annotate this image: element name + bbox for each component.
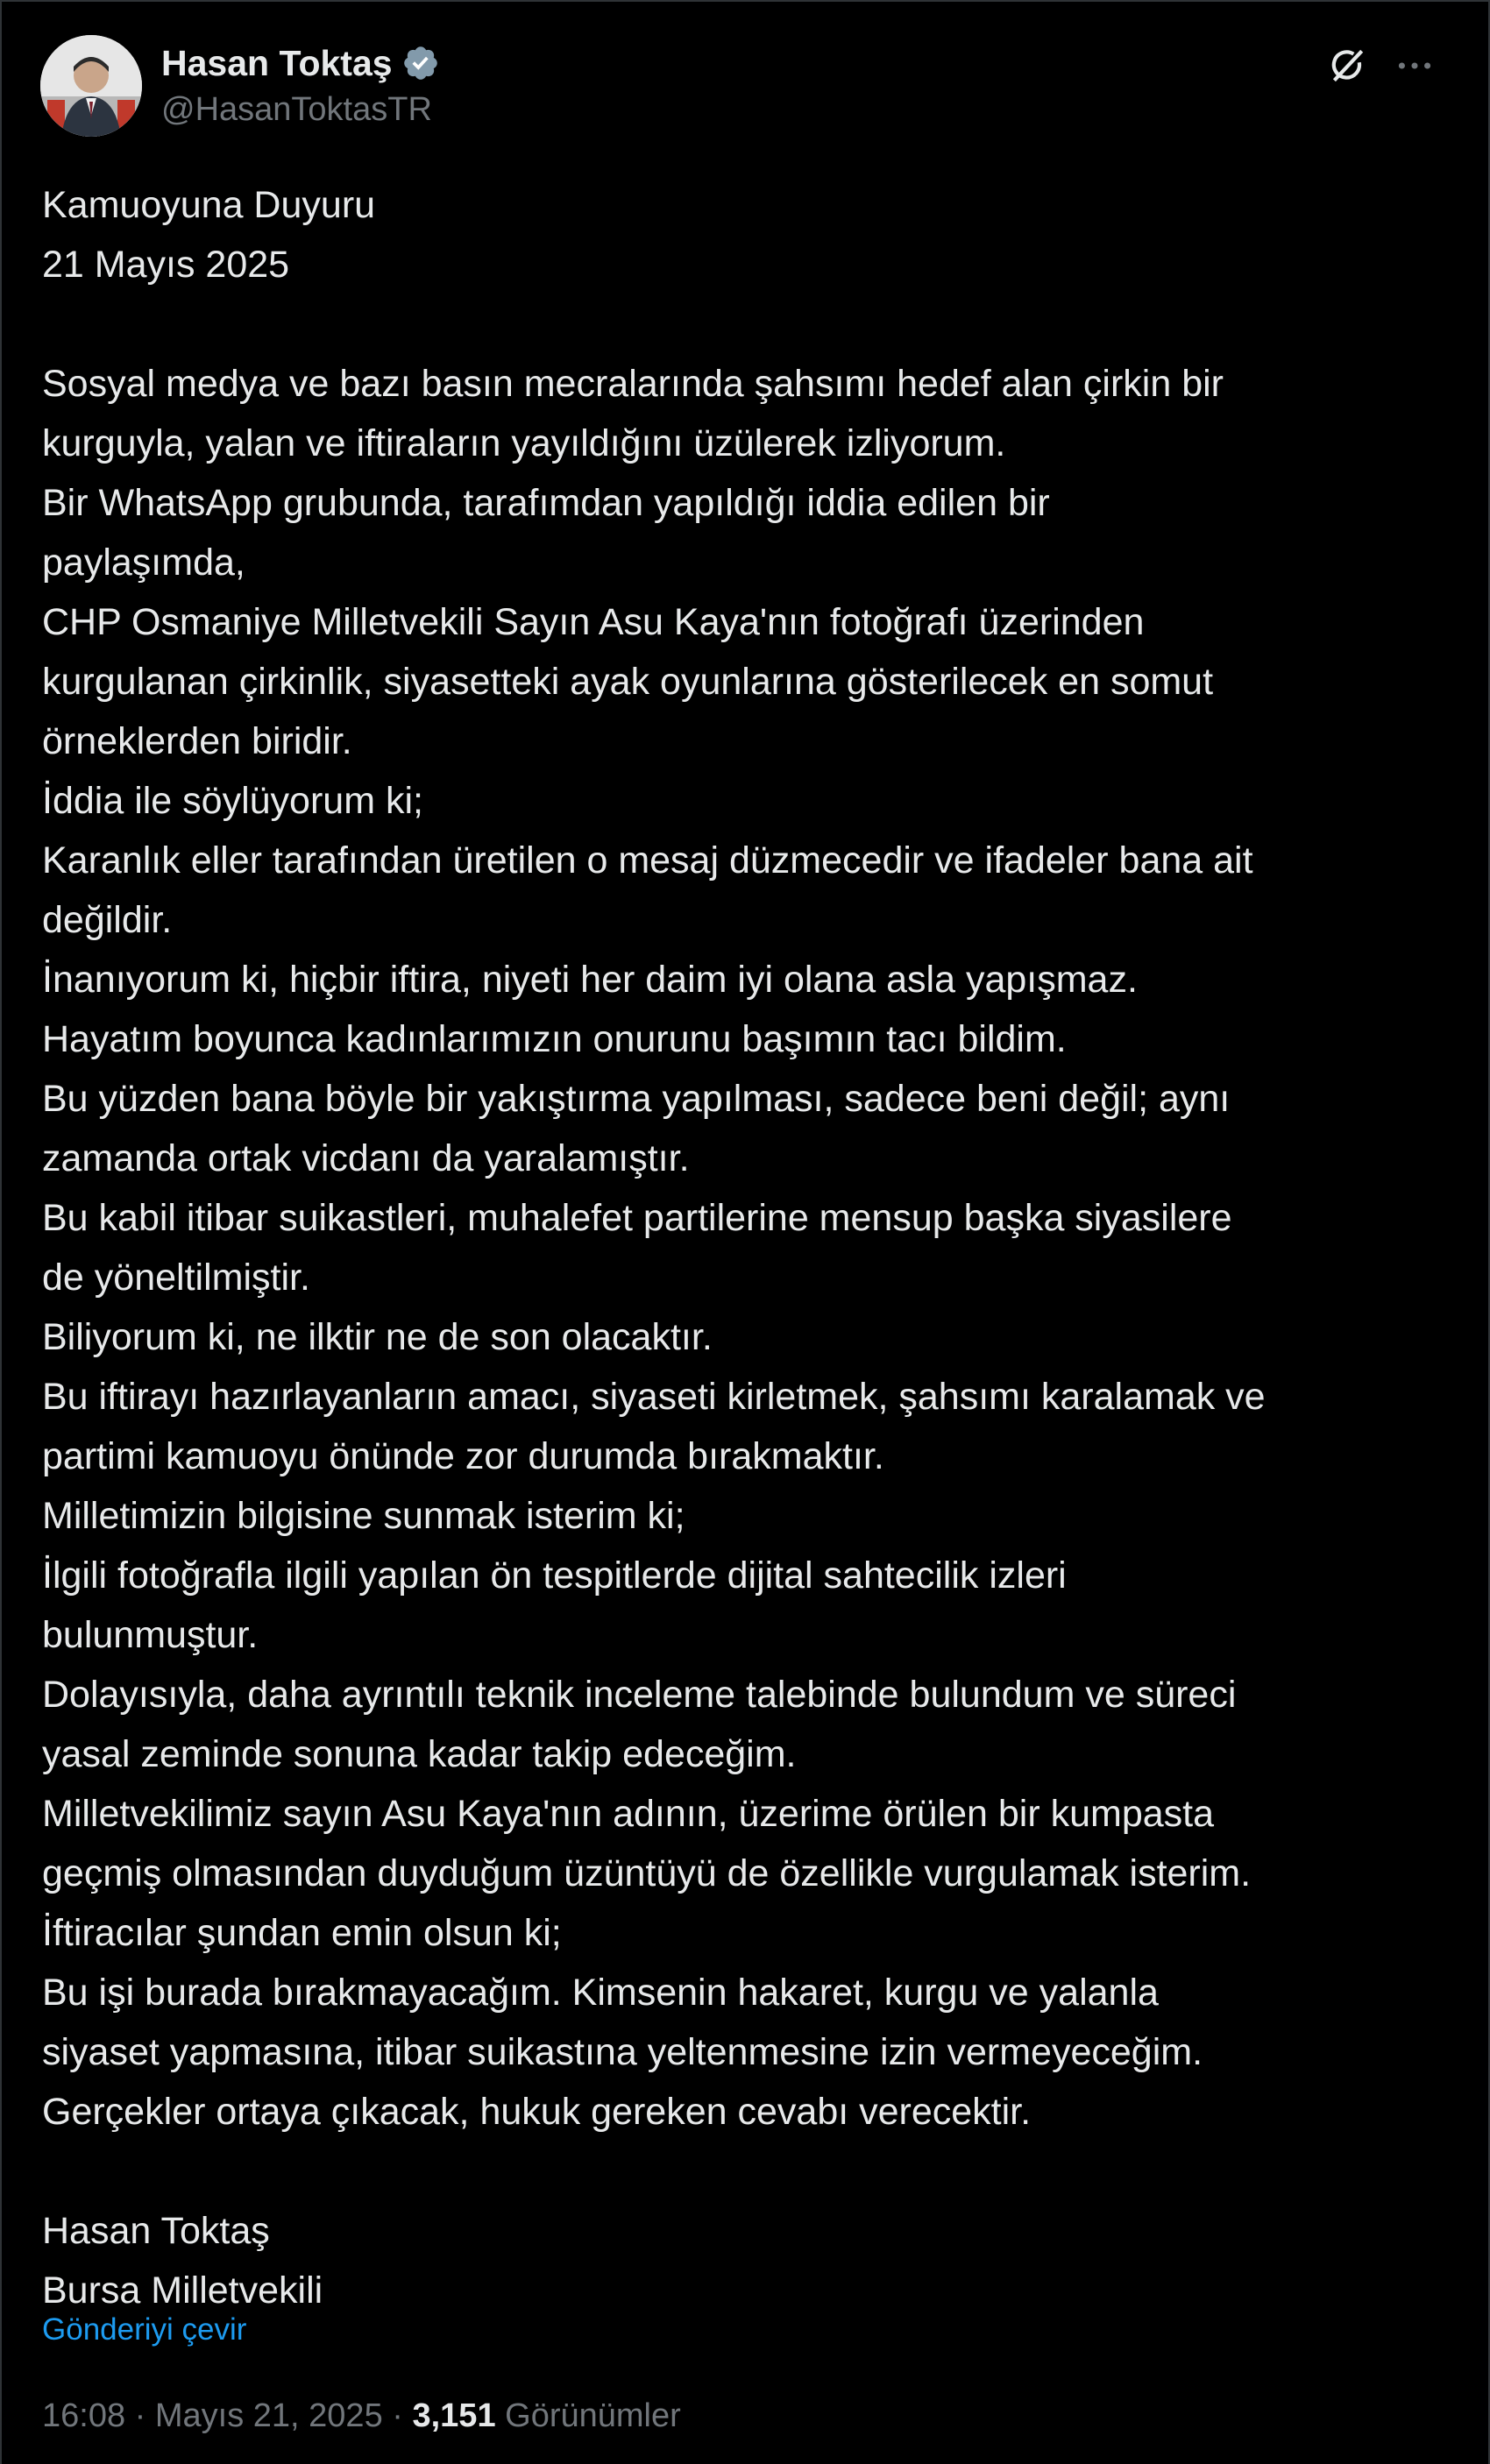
post-blank-line xyxy=(42,294,1462,354)
post-line: kurgulanan çirkinlik, siyasetteki ayak oyunlarına gösterilecek en somut xyxy=(42,661,1214,703)
post-line: İddia ile söylüyorum ki; xyxy=(42,780,423,822)
post-line: Gerçekler ortaya çıkacak, hukuk gereken cevabı verecektir. xyxy=(42,2091,1032,2133)
more-horizontal-icon[interactable] xyxy=(1392,44,1437,88)
post-line: Bir WhatsApp grubunda, tarafımdan yapıldığı iddia edilen bir xyxy=(42,482,1050,524)
post-line: İftiracılar şundan emin olsun ki; xyxy=(42,1912,562,1954)
post-line: paylaşımda, xyxy=(42,542,245,584)
post-line: Milletimizin bilgisine sunmak isterim ki; xyxy=(42,1495,685,1537)
post-time[interactable]: 16:08 xyxy=(42,2397,126,2434)
avatar-photo xyxy=(40,35,142,137)
post-meta xyxy=(42,2397,681,2435)
post-line: örneklerden biridir. xyxy=(42,720,352,762)
post-line: bulunmuştur. xyxy=(42,1614,259,1656)
post-line: partimi kamuoyu önünde zor durumda bırakmaktır. xyxy=(42,1435,884,1477)
post-line: Bu işi burada bırakmayacağım. Kimsenin hakaret, kurgu ve yalanla xyxy=(42,1972,1159,2014)
post-line: de yöneltilmiştir. xyxy=(42,1257,310,1299)
grok-icon[interactable] xyxy=(1325,44,1369,88)
post-line: Sosyal medya ve bazı basın mecralarında şahsımı hedef alan çirkin bir xyxy=(42,363,1224,405)
post-line: Hasan Toktaş xyxy=(42,2210,270,2252)
author-display-name[interactable]: Hasan Toktaş xyxy=(161,42,393,83)
post-line: Hayatım boyunca kadınlarımızın onurunu başımın tacı bildim. xyxy=(42,1018,1067,1060)
post-line: Kamuoyuna Duyuru xyxy=(42,184,376,226)
post-blank-line xyxy=(42,2142,1462,2201)
post-line: Biliyorum ki, ne ilktir ne de son olacaktır. xyxy=(42,1316,713,1358)
post-line: CHP Osmaniye Milletvekili Sayın Asu Kaya'nın fotoğrafı üzerinden xyxy=(42,601,1145,643)
author-handle[interactable]: @HasanToktasTR xyxy=(161,91,432,128)
views-label: Görünümler xyxy=(505,2397,681,2434)
post-line: İnanıyorum ki, hiçbir iftira, niyeti her daim iyi olana asla yapışmaz. xyxy=(42,959,1138,1001)
post-line: Bu yüzden bana böyle bir yakıştırma yapılması, sadece beni değil; aynı xyxy=(42,1078,1231,1120)
views-count: 3,151 xyxy=(412,2397,496,2434)
author-name-row[interactable] xyxy=(161,40,440,86)
post-line: değildir. xyxy=(42,899,173,941)
post-line: 21 Mayıs 2025 xyxy=(42,244,290,286)
verified-badge-icon xyxy=(401,44,440,82)
post-line: yasal zeminde sonuna kadar takip edeceğim. xyxy=(42,1733,797,1775)
post-line: Bursa Milletvekili xyxy=(42,2269,323,2312)
meta-separator: · xyxy=(382,2397,413,2434)
post-text xyxy=(42,175,1462,2320)
post-line: Karanlık eller tarafından üretilen o mesaj düzmecedir ve ifadeler bana ait xyxy=(42,839,1253,882)
post-line: zamanda ortak vicdanı da yaralamıştır. xyxy=(42,1137,690,1179)
meta-separator: · xyxy=(125,2397,155,2434)
post-line: kurguyla, yalan ve iftiraların yayıldığını üzülerek izliyorum. xyxy=(42,422,1006,464)
post-line: siyaset yapmasına, itibar suikastına yeltenmesine izin vermeyeceğim. xyxy=(42,2031,1203,2073)
post-line: İlgili fotoğrafla ilgili yapılan ön tespitlerde dijital sahtecilik izleri xyxy=(42,1554,1067,1597)
post-line: Bu kabil itibar suikastleri, muhalefet partilerine mensup başka siyasilere xyxy=(42,1197,1232,1239)
post-date[interactable]: Mayıs 21, 2025 xyxy=(154,2397,383,2434)
post-line: Bu iftirayı hazırlayanların amacı, siyaseti kirletmek, şahsımı karalamak ve xyxy=(42,1376,1266,1418)
post-line: Milletvekilimiz sayın Asu Kaya'nın adının, üzerime örülen bir kumpasta xyxy=(42,1793,1215,1835)
translate-post-link[interactable]: Gönderiyi çevir xyxy=(42,2312,247,2347)
avatar[interactable] xyxy=(40,35,142,137)
post-line: Dolayısıyla, daha ayrıntılı teknik inceleme talebinde bulundum ve süreci xyxy=(42,1674,1237,1716)
post-line: geçmiş olmasından duyduğum üzüntüyü de özellikle vurgulamak isterim. xyxy=(42,1852,1252,1894)
